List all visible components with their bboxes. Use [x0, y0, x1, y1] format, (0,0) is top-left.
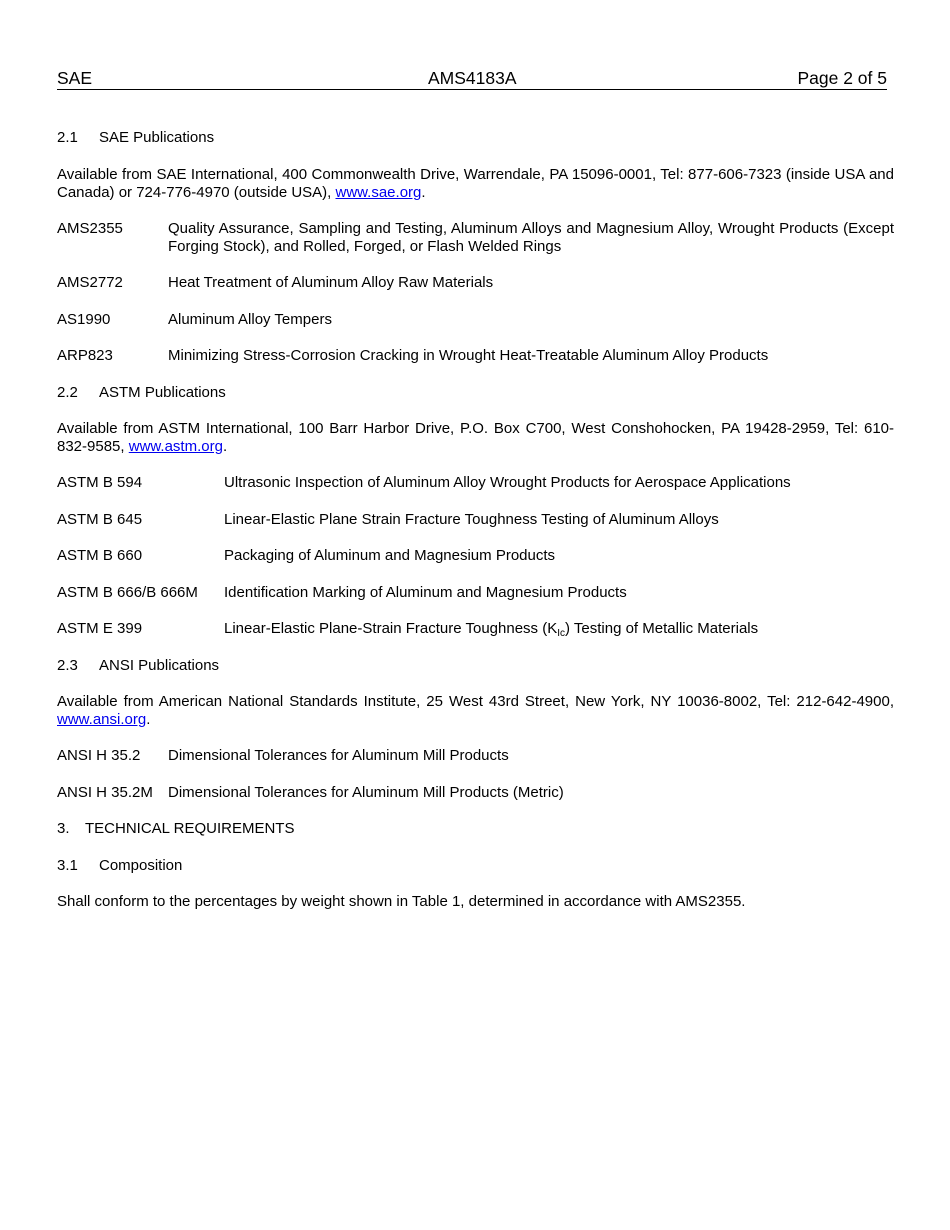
reference-code: ASTM B 666/B 666M — [57, 584, 198, 601]
reference-code: ANSI H 35.2 — [57, 747, 141, 764]
reference-title: Dimensional Tolerances for Aluminum Mill Products (Metric) — [168, 784, 564, 801]
reference-title: Linear-Elastic Plane Strain Fracture Toughness Testing of Aluminum Alloys — [224, 511, 719, 528]
reference-code: ASTM B 594 — [57, 474, 143, 491]
section-heading-3: 3. TECHNICAL REQUIREMENTS — [57, 820, 295, 837]
section-heading-2-1: 2.1 SAE Publications — [57, 129, 215, 146]
astm-website-link[interactable]: www.astm.org — [128, 438, 223, 455]
composition-paragraph: Shall conform to the percentages by weight shown in Table 1, determined in accordance with AMS2355. — [57, 893, 746, 910]
reference-title: Ultrasonic Inspection of Aluminum Alloy Wrought Products for Aerospace Applications — [224, 474, 791, 491]
reference-code: ASTM E 399 — [57, 620, 143, 637]
reference-title: Linear-Elastic Plane-Strain Fracture Toughness $(K_{Ic})$ Testing of Metallic Materials — [224, 620, 759, 639]
reference-title: Minimizing Stress-Corrosion Cracking in Wrought Heat-Treatable Aluminum Alloy Products — [168, 347, 769, 364]
sae-website-link[interactable]: www.sae.org — [335, 184, 422, 201]
reference-title: Dimensional Tolerances for Aluminum Mill Products — [168, 747, 509, 764]
header-doc-number: AMS4183A — [428, 68, 517, 88]
reference-code: AMS2772 — [57, 274, 123, 291]
reference-code: AS1990 — [57, 311, 111, 328]
ansi-website-link[interactable]: www.ansi.org — [57, 711, 147, 728]
sae-availability-paragraph: Available from SAE International, 400 Commonwealth Drive, Warrendale, PA 15096-0001, Tel: 877-606-7323 (inside USA and Canada) or 724-776-4970 (outside USA), www.sae.org. — [57, 166, 894, 201]
header-page-number: Page 2 of 5 — [797, 68, 887, 88]
section-heading-2-3: 2.3 ANSI Publications — [57, 657, 220, 674]
reference-code: ASTM B 645 — [57, 511, 143, 528]
header-org: SAE — [57, 68, 93, 88]
reference-title: Quality Assurance, Sampling and Testing, Aluminum Alloys and Magnesium Alloy, Wrought Products (Except Forging Stock), and Rolled, Forged, or Flash Welded Rings — [168, 220, 894, 255]
reference-title: Aluminum Alloy Tempers — [168, 311, 332, 328]
reference-title: Packaging of Aluminum and Magnesium Products — [224, 547, 556, 564]
reference-code: ANSI H 35.2M — [57, 784, 153, 801]
ansi-availability-paragraph: Available from American National Standards Institute, 25 West 43rd Street, New York, NY 10036-8002, Tel: 212-642-4900, www.ansi.org. — [57, 693, 894, 728]
reference-code: ARP823 — [57, 347, 113, 364]
page-header — [57, 68, 887, 90]
reference-code: ASTM B 660 — [57, 547, 143, 564]
subscript-ic: Ic — [557, 628, 565, 639]
reference-title: Identification Marking of Aluminum and Magnesium Products — [224, 584, 627, 601]
reference-title: Heat Treatment of Aluminum Alloy Raw Materials — [168, 274, 494, 291]
astm-availability-paragraph: Available from ASTM International, 100 Barr Harbor Drive, P.O. Box C700, West Conshohocken, PA 19428-2959, Tel: 610-832-9585, www.astm.org. — [57, 420, 894, 455]
reference-code: AMS2355 — [57, 220, 123, 237]
section-heading-3-1: 3.1 Composition — [57, 857, 183, 874]
section-heading-2-2: 2.2 ASTM Publications — [57, 384, 226, 401]
